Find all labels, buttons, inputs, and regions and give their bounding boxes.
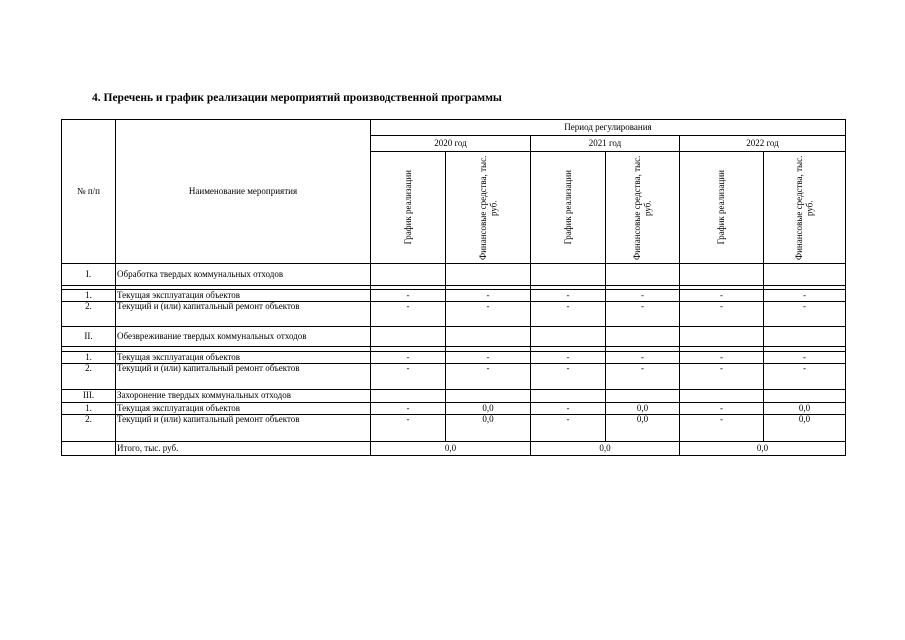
total-row [62, 442, 846, 456]
page-title: 4. Перечень и график реализации мероприятий производственной программы [92, 92, 502, 104]
header-name: Наименование мероприятия [116, 120, 371, 264]
row-num: 2. [62, 415, 116, 442]
table-row [62, 352, 846, 364]
table-cell: - [606, 364, 680, 390]
table-cell: - [680, 403, 764, 415]
row-name: Текущая эксплуатация объектов [116, 352, 371, 364]
table-cell: - [531, 290, 606, 302]
row-num: 1. [62, 403, 116, 415]
table-cell: - [446, 302, 531, 327]
section-name: Обработка твердых коммунальных отходов [116, 264, 371, 286]
total-2022: 0,0 [680, 442, 846, 456]
header-year-2022: 2022 год [680, 136, 846, 152]
table-cell: - [680, 415, 764, 442]
section-name: Обезвреживание твердых коммунальных отходов [116, 327, 371, 347]
table-cell: - [446, 290, 531, 302]
table-cell: 0,0 [764, 403, 846, 415]
table-cell: 0,0 [446, 403, 531, 415]
header-year-2021: 2021 год [531, 136, 680, 152]
table-cell: - [371, 403, 446, 415]
section-num: III. [62, 390, 116, 403]
row-name: Текущий и (или) капитальный ремонт объектов [116, 302, 371, 327]
table-row [62, 415, 846, 442]
table-row [62, 290, 846, 302]
program-table [61, 119, 846, 456]
section-row [62, 264, 846, 286]
table-cell: - [680, 364, 764, 390]
header-schedule-2022: График реализации [680, 152, 764, 264]
table-cell: - [371, 290, 446, 302]
table-cell: - [680, 302, 764, 327]
row-num: 1. [62, 352, 116, 364]
table-cell: - [371, 352, 446, 364]
table-cell: - [606, 290, 680, 302]
row-name: Текущая эксплуатация объектов [116, 290, 371, 302]
table-cell: - [606, 352, 680, 364]
table-cell: - [371, 415, 446, 442]
header-finance-2021: Финансовые средства, тыс. руб. [606, 152, 680, 264]
header-schedule-2021: График реализации [531, 152, 606, 264]
table-cell: - [764, 364, 846, 390]
total-2021: 0,0 [531, 442, 680, 456]
header-period: Период регулирования [371, 120, 846, 136]
table-row [62, 302, 846, 327]
header-schedule-2020: График реализации [371, 152, 446, 264]
row-name: Текущий и (или) капитальный ремонт объектов [116, 415, 371, 442]
table-cell: - [446, 364, 531, 390]
header-year-2020: 2020 год [371, 136, 531, 152]
section-num: I. [62, 264, 116, 286]
table-row [62, 364, 846, 390]
table-cell: - [764, 302, 846, 327]
row-name: Текущий и (или) капитальный ремонт объектов [116, 364, 371, 390]
table-cell: 0,0 [606, 403, 680, 415]
table-cell: - [606, 302, 680, 327]
table-cell: 0,0 [606, 415, 680, 442]
header-num: № п/п [62, 120, 116, 264]
section-num: II. [62, 327, 116, 347]
section-row [62, 327, 846, 347]
table-cell: - [446, 352, 531, 364]
table-cell: - [680, 352, 764, 364]
table-cell: - [764, 352, 846, 364]
table-cell: - [764, 290, 846, 302]
row-num: 1. [62, 290, 116, 302]
table-cell: - [371, 364, 446, 390]
table-cell: - [531, 415, 606, 442]
table-cell: - [680, 290, 764, 302]
section-row [62, 390, 846, 403]
section-name: Захоронение твердых коммунальных отходов [116, 390, 371, 403]
table-cell: - [531, 403, 606, 415]
header-finance-2020: Финансовые средства, тыс. руб. [446, 152, 531, 264]
row-name: Текущая эксплуатация объектов [116, 403, 371, 415]
table-cell: - [531, 364, 606, 390]
row-num: 2. [62, 302, 116, 327]
table-cell: - [531, 302, 606, 327]
table-cell: 0,0 [446, 415, 531, 442]
header-finance-2022: Финансовые средства, тыс. руб. [764, 152, 846, 264]
table-cell: - [371, 302, 446, 327]
table-cell: 0,0 [764, 415, 846, 442]
table-row [62, 403, 846, 415]
row-num: 2. [62, 364, 116, 390]
total-2020: 0,0 [371, 442, 531, 456]
table-cell: - [531, 352, 606, 364]
total-label: Итого, тыс. руб. [116, 442, 371, 456]
